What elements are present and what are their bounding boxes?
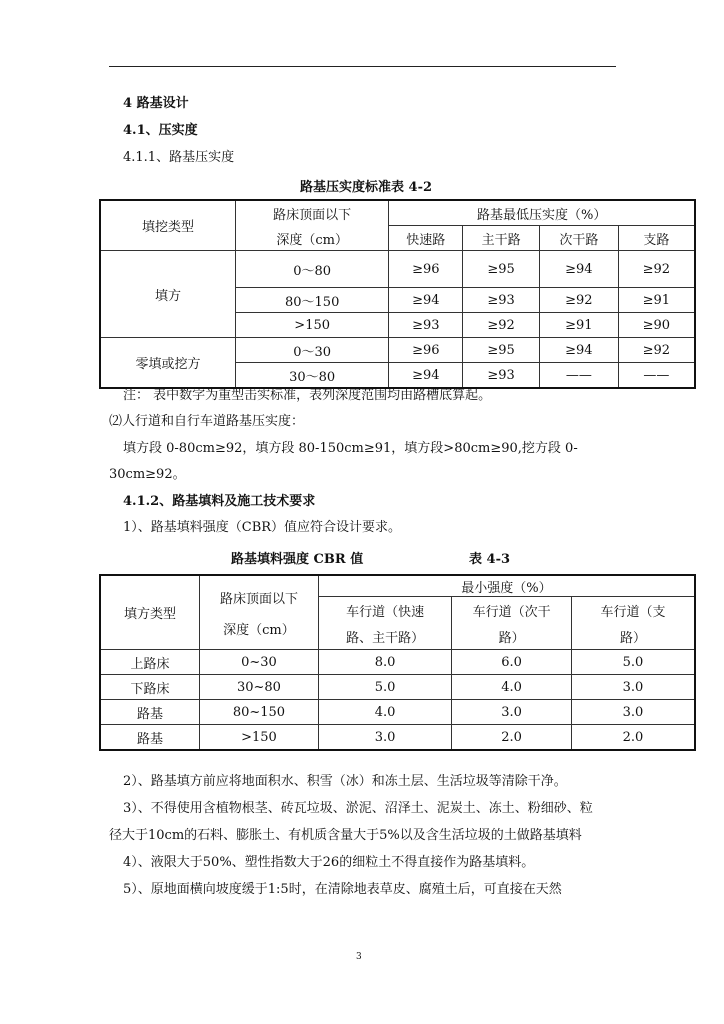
table1-cell: ≥92 — [539, 288, 618, 313]
table1-cell: ≥94 — [389, 288, 463, 313]
table2-cell: 6.0 — [452, 650, 572, 675]
compaction-table — [99, 199, 696, 389]
table1-cell: ≥91 — [539, 313, 618, 338]
table1-cell: —— — [618, 363, 695, 389]
table1-header-type: 填挖类型 — [100, 200, 235, 251]
item2-text-line1: 填方段 0-80cm≥92，填方段 80-150cm≥91，填方段>80cm≥90,挖方段 0- — [123, 441, 578, 456]
table2-cell-type: 路基 — [100, 700, 200, 725]
table2-cell: 2.0 — [571, 725, 695, 751]
table2-cell: 3.0 — [452, 700, 572, 725]
table1-header-depth-line2: 深度（cm） — [276, 232, 348, 248]
table2-cell: 3.0 — [571, 700, 695, 725]
table1-cell-depth: 30～80 — [235, 363, 388, 389]
table1-cell-depth: 0～80 — [235, 251, 388, 288]
table2-cell: 4.0 — [452, 675, 572, 700]
table2-cell: 8.0 — [318, 650, 452, 675]
table1-cell: ≥92 — [463, 313, 540, 338]
requirement-5: 5）、原地面横向坡度缓于1:5时，在清除地表草皮、腐殖土后，可直接在天然 — [123, 882, 562, 897]
table2-cell-depth: 30~80 — [200, 675, 319, 700]
table2-cell: 5.0 — [571, 650, 695, 675]
table2-number: 表 4-3 — [469, 552, 511, 567]
table1-header-depth-line1: 路床顶面以下 — [273, 207, 352, 223]
table-row — [100, 725, 695, 751]
requirement-3-line2: 径大于10cm的石料、膨胀土、有机质含量大于5%以及含生活垃圾的土做路基填料 — [109, 828, 582, 843]
table1-cell: ≥96 — [389, 251, 463, 288]
table1-cell: ≥94 — [539, 251, 618, 288]
table2-cell: 3.0 — [318, 725, 452, 751]
table2-cell: 3.0 — [571, 675, 695, 700]
table2-header-col3a: 车行道（支 — [571, 597, 695, 624]
table2-cell-depth: 0~30 — [200, 650, 319, 675]
table1-cell: ≥91 — [618, 288, 695, 313]
table1-cell: ≥95 — [463, 251, 540, 288]
table2-header-col2b: 路） — [452, 623, 572, 650]
table2-cell-type: 下路床 — [100, 675, 200, 700]
table1-header-col4: 支路 — [618, 226, 695, 251]
table2-cell: 5.0 — [318, 675, 452, 700]
item2-text-line2: 30cm≥92。 — [109, 467, 186, 482]
table1-fill-label: 填方 — [100, 251, 235, 338]
table1-cut-label: 零填或挖方 — [100, 338, 235, 389]
table1-cell: ≥93 — [389, 313, 463, 338]
table1-cell: ≥94 — [389, 363, 463, 389]
table1-header-min: 路基最低压实度（%） — [389, 200, 695, 226]
table2-caption: 路基填料强度 CBR 值 — [231, 552, 364, 567]
table2-header-col3b: 路） — [571, 623, 695, 650]
requirement-2: 2）、路基填方前应将地面积水、积雪（冰）和冻土层、生活垃圾等清除干净。 — [123, 774, 567, 789]
table2-header-col1b: 路、主干路） — [318, 623, 452, 650]
table1-cell: ≥93 — [463, 363, 540, 389]
table-row — [100, 700, 695, 725]
heading-4-1-1: 4.1.1、路基压实度 — [123, 150, 235, 165]
table1-cell-depth: >150 — [235, 313, 388, 338]
table2-header-col2a: 车行道（次干 — [452, 597, 572, 624]
table-row — [100, 251, 695, 288]
table2-header-depth-line2: 深度（cm） — [223, 622, 295, 638]
table2-cell-depth: >150 — [200, 725, 319, 751]
table1-header-col2: 主干路 — [463, 226, 540, 251]
table1-header-col1: 快速路 — [389, 226, 463, 251]
heading-4-1-2: 4.1.2、路基填料及施工技术要求 — [123, 494, 316, 509]
table-row — [100, 675, 695, 700]
table2-cell: 4.0 — [318, 700, 452, 725]
table1-cell: ≥95 — [463, 338, 540, 363]
requirement-3-line1: 3）、不得使用含植物根茎、砖瓦垃圾、淤泥、沼泽土、泥炭土、冻土、粉细砂、粒 — [123, 801, 593, 816]
table-row — [100, 338, 695, 363]
table2-header-depth-line1: 路床顶面以下 — [219, 591, 298, 607]
table1-header-depth — [235, 200, 388, 251]
table1-cell: ≥96 — [389, 338, 463, 363]
table1-cell: ≥93 — [463, 288, 540, 313]
table2-header-min: 最小强度（%） — [318, 575, 695, 597]
page-number: 3 — [356, 952, 362, 962]
requirement-4: 4）、液限大于50%、塑性指数大于26的细粒土不得直接作为路基填料。 — [123, 855, 535, 870]
table2-header-depth — [200, 575, 319, 650]
table1-cell-depth: 80～150 — [235, 288, 388, 313]
requirement-1: 1）、路基填料强度（CBR）值应符合设计要求。 — [123, 520, 402, 535]
item2-title: ⑵人行道和自行车道路基压实度： — [109, 414, 305, 429]
table2-cell-type: 路基 — [100, 725, 200, 751]
table2-cell-depth: 80~150 — [200, 700, 319, 725]
table1-note: 注： 表中数字为重型击实标准，表列深度范围均由路槽底算起。 — [123, 388, 492, 403]
table1-cell: ≥92 — [618, 338, 695, 363]
table1-header-col3: 次干路 — [539, 226, 618, 251]
table1-cell: ≥92 — [618, 251, 695, 288]
header-rule — [109, 66, 616, 67]
table2-cell-type: 上路床 — [100, 650, 200, 675]
table-row — [100, 650, 695, 675]
heading-4-1: 4.1、压实度 — [123, 123, 198, 138]
table1-cell: ≥90 — [618, 313, 695, 338]
table2-header-type: 填方类型 — [100, 575, 200, 650]
table2-header-col1a: 车行道（快速 — [318, 597, 452, 624]
table1-caption: 路基压实度标准表 4-2 — [300, 180, 433, 195]
table2-cell: 2.0 — [452, 725, 572, 751]
table1-cell: —— — [539, 363, 618, 389]
table1-cell-depth: 0～30 — [235, 338, 388, 363]
table1-cell: ≥94 — [539, 338, 618, 363]
heading-4: 4 路基设计 — [123, 96, 189, 111]
cbr-table — [99, 574, 696, 751]
